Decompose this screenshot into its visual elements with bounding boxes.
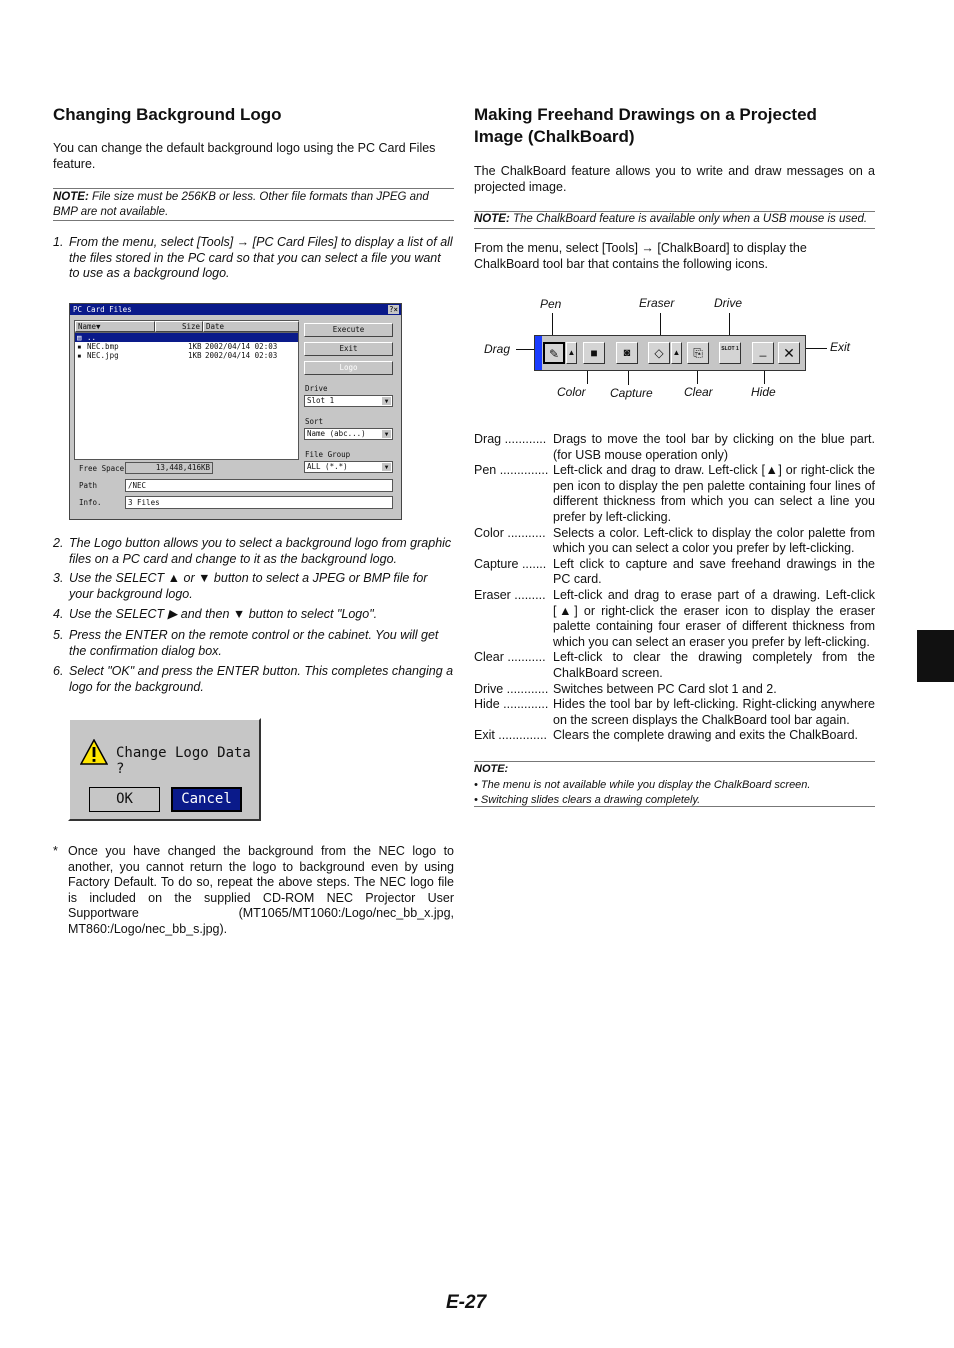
step-text: Use the SELECT ▶ and then ▼ button to select "Logo". [69,607,378,622]
row-size: 1KB [188,351,202,360]
color-caption: Color [557,385,586,399]
list-item: • Switching slides clears a drawing completely. [474,794,701,806]
step-text: Use the SELECT ▲ or ▼ button to select a JPEG or BMP file for your background logo. [69,571,428,601]
note-label: NOTE: [474,213,510,225]
row-name: NEC.jpg [87,351,119,360]
list-item [474,588,875,650]
list-item [53,607,454,623]
hide-caption: Hide [751,385,776,399]
note-label: NOTE: [53,191,89,203]
chapter-tab [917,630,954,682]
file-list[interactable] [74,320,299,460]
logo-button[interactable]: Logo [304,361,393,375]
right-heading-line1: Making Freehand Drawings on a Projected [474,105,817,124]
freespace-value: 13,448,416KB [125,462,213,474]
def-desc: Switches between PC Card slot 1 and 2. [553,681,777,696]
right-note2 [474,762,875,809]
list-item [53,628,454,659]
def-term: Color ........... [474,525,546,540]
row-date: 2002/04/14 02:03 [205,342,278,351]
def-desc: Left-click and drag to erase part of a drawing. Left-click [▲] or right-click the eraser icon to display the eraser palette containing four eraser of different thickness from which you can select an eraser you prefer by left-clicking. [553,587,875,649]
def-desc: Left-click to clear the drawing completely from the ChalkBoard screen. [553,650,875,680]
list-item [53,664,454,695]
filegroup-value: ALL (*.*) [307,462,348,471]
drag-leader [516,349,534,350]
step-text: Press the ENTER on the remote control or the cabinet. You will get the confirmation dialog box. [69,627,439,658]
footnote-mark: * [53,844,58,858]
confirm-message: Change Logo Data ? [116,745,251,777]
sort-value: Name (abc...) [307,429,366,438]
def-desc: Selects a color. Left-click to display the color palette from which you can select a color you prefer by left-clicking. [553,525,875,556]
hide-icon[interactable]: _ [752,342,774,364]
info-label: Info. [79,498,102,507]
list-item [474,557,875,588]
list-item [53,536,454,567]
dialog-titlebar [70,304,401,315]
list-item [474,728,875,744]
clear-icon[interactable]: ⎘ [687,342,709,364]
col-date-header[interactable]: Date [203,321,299,332]
file-list-header [75,321,298,333]
step-number: 1. [53,235,64,249]
right-note [474,212,875,227]
def-term: Pen .............. [474,463,549,478]
pen-caption: Pen [540,297,562,311]
def-term: Drag ............ [474,432,547,446]
left-intro: You can change the default background logo using the PC Card Files feature. [53,141,436,171]
drive-caption: Drive [714,296,743,310]
list-item: • The menu is not available while you display the ChalkBoard screen. [474,778,811,791]
execute-button[interactable]: Execute [304,323,393,337]
freespace-label: Free Space [79,464,125,473]
col-size-header[interactable]: Size [155,321,203,332]
def-term: Clear ........... [474,650,546,665]
drive-select[interactable] [304,395,393,407]
def-desc: Clears the complete drawing and exits the ChalkBoard. [553,728,859,743]
drive-value: Slot 1 [307,396,335,405]
def-term: Capture ....... [474,556,547,571]
def-desc: Hides the tool bar by left-clicking. Right-clicking anywhere on the screen displays the ChalkBoard tool bar again. [553,697,875,727]
row-name: NEC.bmp [87,342,119,351]
pen-icon[interactable]: ✎ [543,342,565,364]
left-heading: Changing Background Logo [53,105,282,124]
folder-icon: ▤ [77,333,82,342]
exit-button[interactable]: Exit [304,342,393,356]
list-item [474,463,875,525]
table-row[interactable] [75,351,298,360]
capture-caption: Capture [610,386,653,400]
note2-rule-bottom [474,806,875,807]
page-number: E-27 [446,1292,487,1313]
path-field: /NEC [125,479,393,492]
list-item [474,526,875,557]
table-row[interactable] [75,333,298,342]
toolbar-intro: From the menu, select [Tools] → [ChalkBoard] to display the ChalkBoard tool bar that contains the following icons. [474,241,807,271]
step-text: Select "OK" and press the ENTER button. This completes changing a logo for the background. [69,664,454,694]
slot-icon[interactable]: SLOT 1 [719,342,741,364]
color-icon[interactable]: ■ [583,342,605,364]
row-name: .. [87,333,97,342]
note-rule-top [53,188,454,189]
file-icon: ▪ [77,351,82,360]
eraser-palette-arrow[interactable]: ▲ [671,342,682,364]
note-text: The ChalkBoard feature is available only when a USB mouse is used. [509,213,868,225]
path-label: Path [79,481,98,490]
note-rule-bottom [474,228,875,229]
drag-caption: Drag [484,342,511,356]
exit-leader [805,348,827,349]
list-item [474,432,875,463]
def-term: Drive ............ [474,681,549,696]
pc-card-files-dialog [69,303,402,520]
pen-palette-arrow[interactable]: ▲ [566,342,577,364]
note-rule-bottom [53,220,454,221]
table-row[interactable] [75,342,298,351]
def-term: Hide ............. [474,697,549,712]
drag-handle[interactable] [535,336,542,370]
list-item [53,235,454,282]
file-icon: ▪ [77,342,82,351]
warning-icon [80,739,108,765]
step-number: 3. [53,571,64,586]
col-name-header[interactable]: Name▼ [75,321,155,332]
dialog-title: PC Card Files [73,305,132,314]
close-icon[interactable]: ✕ [778,342,800,364]
chalkboard-toolbar [534,335,806,371]
clear-caption: Clear [684,385,713,399]
help-close-icon[interactable]: ?× [388,305,398,314]
right-heading [474,104,878,148]
step-number: 6. [53,664,64,679]
filegroup-select[interactable] [304,461,393,473]
exit-caption: Exit [830,340,851,354]
ok-button[interactable]: OK [89,787,160,812]
chevron-down-icon[interactable]: ▼ [382,463,391,471]
step-list-2 [53,536,454,695]
row-size: 1KB [188,342,202,351]
capture-icon[interactable]: ◙ [616,342,638,364]
right-intro: The ChalkBoard feature allows you to write and draw messages on a projected image. [474,164,875,194]
def-term: Eraser ......... [474,587,546,602]
eraser-caption: Eraser [639,296,675,310]
chevron-down-icon[interactable]: ▼ [382,397,391,405]
step-number: 2. [53,536,64,550]
note2-label: NOTE: [474,763,509,775]
eraser-icon[interactable]: ◇ [648,342,670,364]
cancel-button[interactable]: Cancel [171,787,242,812]
step-text: From the menu, select [Tools] → [PC Card Files] to display a list of all the files stored in the PC card so that you can select a file you want to use as a background logo. [69,235,453,281]
def-desc: Left-click and drag to draw. Left-click [▲] or right-click the pen icon to display the pen palette containing four lines of different thickness from which you can select a line you prefer by left-clicking. [553,463,875,524]
sort-select[interactable] [304,428,393,440]
footnote [53,844,454,938]
list-item [474,682,875,698]
left-note [53,190,454,220]
definition-list [474,432,875,744]
list-item [474,697,875,728]
drive-label: Drive [305,384,328,393]
filegroup-label: File Group [305,450,351,459]
step-list-1 [53,235,454,282]
step-text: The Logo button allows you to select a background logo from graphic files on a PC card and change to it as the background logo. [69,536,452,566]
note-text: File size must be 256KB or less. Other file formats than JPEG and BMP are not available. [53,191,429,218]
chevron-down-icon[interactable]: ▼ [382,430,391,438]
step-number: 5. [53,627,64,642]
footnote-text: Once you have changed the background from the NEC logo to another, you cannot return the logo to background even by using Factory Default. To do so, repeat the above steps. The NEC logo file is included on the supplied CD-ROM NEC Projector User Supportware (MT1065/MT1060:/Logo/nec_bb_x.jpg, MT860:/Logo/nec_bb_s.jpg). [68,844,454,936]
step-number: 4. [53,607,64,622]
info-field: 3 Files [125,496,393,509]
confirm-dialog [68,718,261,821]
row-date: 2002/04/14 02:03 [205,351,278,360]
sort-label: Sort [305,417,324,426]
list-item [474,650,875,681]
def-desc: Left click to capture and save freehand drawings in the PC card. [553,556,875,587]
def-desc: Drags to move the tool bar by clicking on the blue part. (for USB mouse operation only) [553,432,875,462]
def-term: Exit .............. [474,728,547,743]
list-item [53,571,454,602]
right-heading-line2: Image (ChalkBoard) [474,127,635,146]
